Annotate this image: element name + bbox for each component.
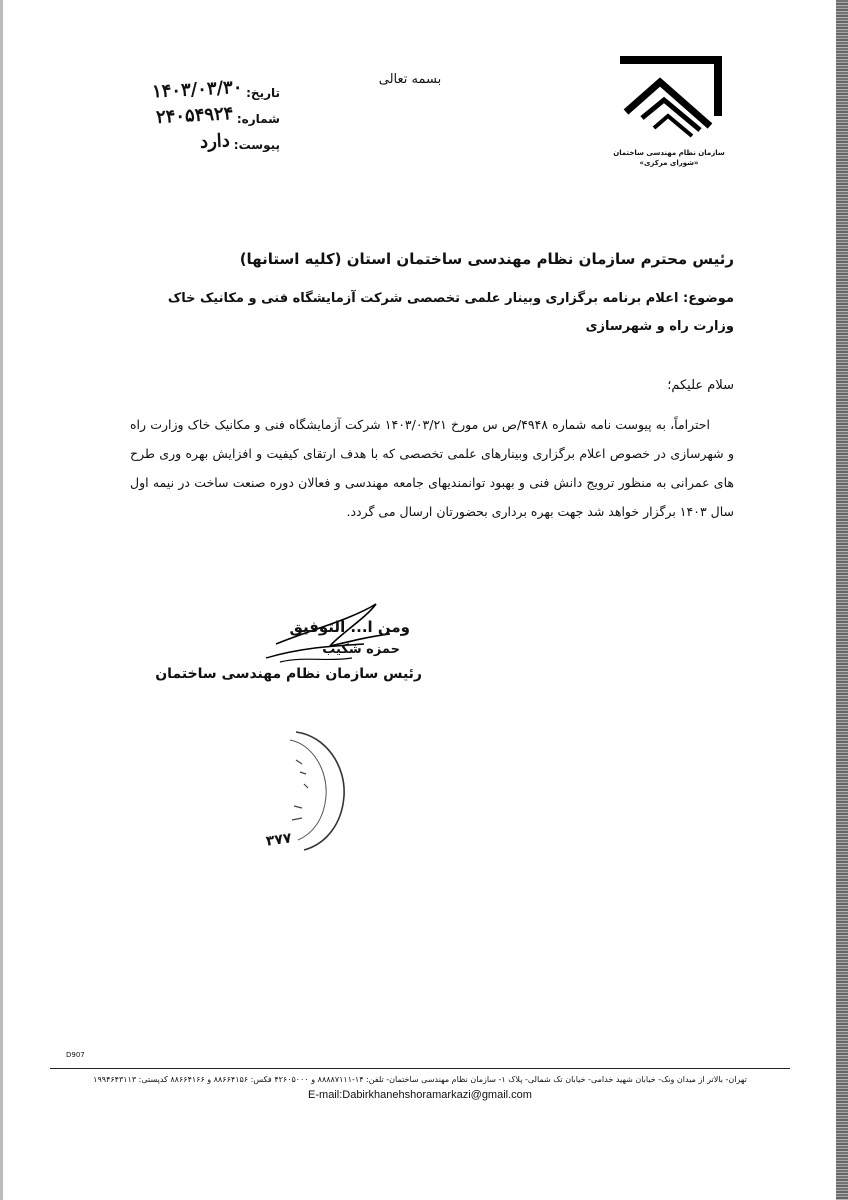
letter-body <box>130 410 734 526</box>
signer-name: حمزه شکیب <box>322 642 400 657</box>
attachment-row <box>90 126 280 152</box>
logo-text-sub: «شورای مرکزی» <box>639 159 699 167</box>
attachment-value: دارد <box>199 130 231 153</box>
date-row <box>90 74 280 103</box>
document-code: D907 <box>66 1051 85 1059</box>
subject-label: موضوع: <box>683 291 734 306</box>
recipient-line: رئیس محترم سازمان نظام مهندسی ساختمان استان (کلیه استانها) <box>239 250 734 268</box>
body-paragraph: احتراماً، به پیوست نامه شماره ۴۹۴۸/ص س مورخ ۱۴۰۳/۰۳/۲۱ شرکت آزمایشگاه فنی و مکانیک خاک وزارت راه و شهرسازی در خصوص اعلام برگزاری وبینارهای علمی تخصصی که با هدف ارتقای کیفیت و افزایش بهره وری طرح های عمرانی به منظور ترویج دانش فنی و بهبود توانمندیهای جامعه مهندسی و فعالان دوره صنعت ساخت در نیمه اول سال ۱۴۰۳ برگزار خواهد شد جهت بهره برداری بحضورتان ارسال می گردد. <box>130 417 734 519</box>
roof-logo-icon <box>612 56 726 148</box>
footer-divider <box>50 1068 790 1069</box>
logo-text-main: سازمان نظام مهندسی ساختمان <box>613 149 725 157</box>
stamp-number: ۳۷۷ <box>265 830 293 850</box>
attachment-label: پیوست: <box>233 138 280 152</box>
scan-edge-right <box>836 0 848 1200</box>
scan-edge-left <box>0 0 3 1200</box>
greeting: سلام علیکم؛ <box>667 378 734 393</box>
letter-meta <box>90 74 280 152</box>
footer-address: تهران- بالاتر از میدان ونک- خیابان شهید خدامی- خیابان تک شمالی- پلاک ۱- سازمان نظام مهندسی ساختمان- تلفن: ۱۴-۸۸۸۸۷۱۱۱ و ۴۲۶۰۵۰۰۰ فکس: ۸۸۶۶۴۱۵۶ و ۸۸۶۶۴۱۶۶ کدپستی: ۱۹۹۴۶۴۳۱۱۳ <box>93 1075 747 1084</box>
handwritten-signature-icon <box>180 600 440 700</box>
number-label: شماره: <box>236 112 280 126</box>
number-value: ۲۴۰۵۴۹۲۴ <box>155 102 234 129</box>
number-row <box>90 100 280 129</box>
signature-block <box>155 600 440 700</box>
bismillah-heading: بسمه تعالی <box>378 72 442 87</box>
subject-line <box>130 285 734 341</box>
date-label: تاریخ: <box>246 86 280 100</box>
subject-text: اعلام برنامه برگزاری وبینار علمی تخصصی شرکت آزمایشگاه فنی و مکانیک خاک وزارت راه و شهرسازی <box>167 291 734 334</box>
date-value: ۱۴۰۳/۰۳/۳۰ <box>151 76 243 103</box>
signer-title: رئیس سازمان نظام مهندسی ساختمان <box>155 666 422 682</box>
footer-email: E-mail:Dabirkhanehshoramarkazi@gmail.com <box>308 1089 532 1101</box>
organization-logo <box>606 56 732 182</box>
closing-phrase: ومن ا... التوفیق <box>289 618 410 636</box>
